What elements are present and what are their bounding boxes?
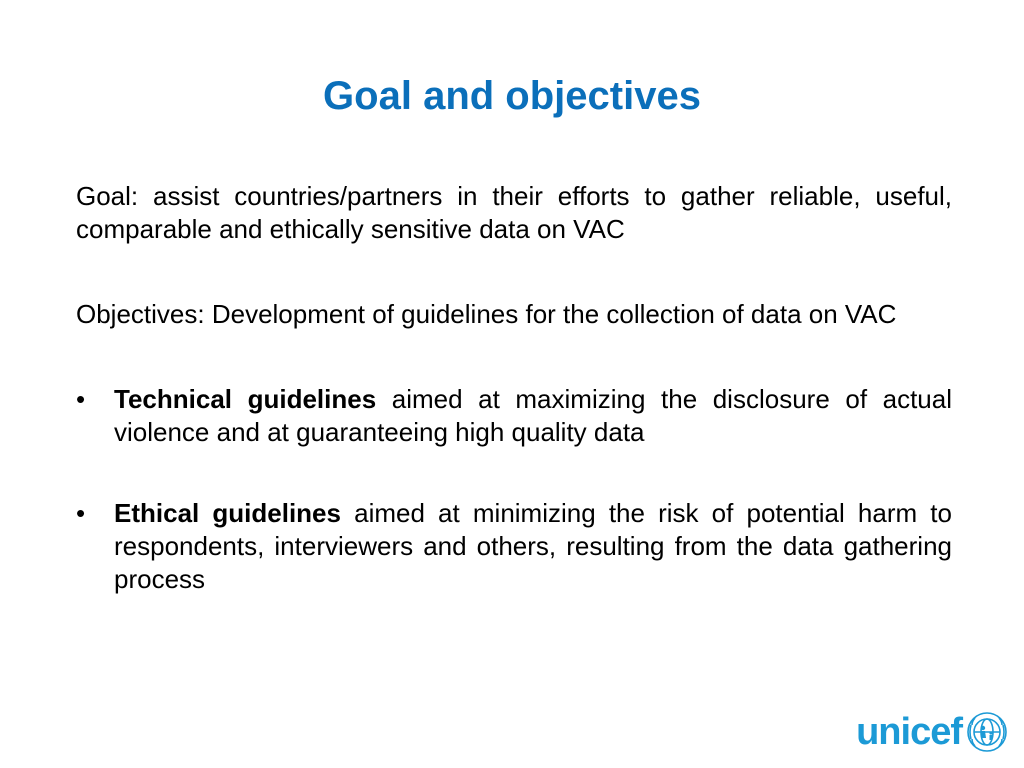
list-item-technical xyxy=(76,383,952,449)
technical-guidelines-text: aimed at maximizing the disclosure of actual violence and at guaranteeing high quality data xyxy=(114,384,952,447)
ethical-guidelines-text: aimed at minimizing the risk of potential harm to respondents, interviewers and others, resulting from the data gathering process xyxy=(114,498,952,594)
objectives-paragraph: Objectives: Development of guidelines for the collection of data on VAC xyxy=(76,299,897,329)
unicef-logo xyxy=(856,710,1008,754)
list-item-ethical xyxy=(76,497,952,596)
technical-guidelines-label: Technical guidelines xyxy=(114,384,377,414)
ethical-guidelines-label: Ethical guidelines xyxy=(114,498,341,528)
bullet-icon: • xyxy=(76,498,86,528)
logo-text: unicef xyxy=(856,711,962,753)
unicef-emblem-icon xyxy=(966,711,1008,753)
goal-paragraph: Goal: assist countries/partners in their efforts to gather reliable, useful, comparable and ethically sensitive data on VAC xyxy=(76,181,952,244)
slide-body xyxy=(76,180,952,644)
guidelines-list xyxy=(76,383,952,596)
bullet-icon: • xyxy=(76,384,86,414)
slide-title: Goal and objectives xyxy=(323,74,701,118)
